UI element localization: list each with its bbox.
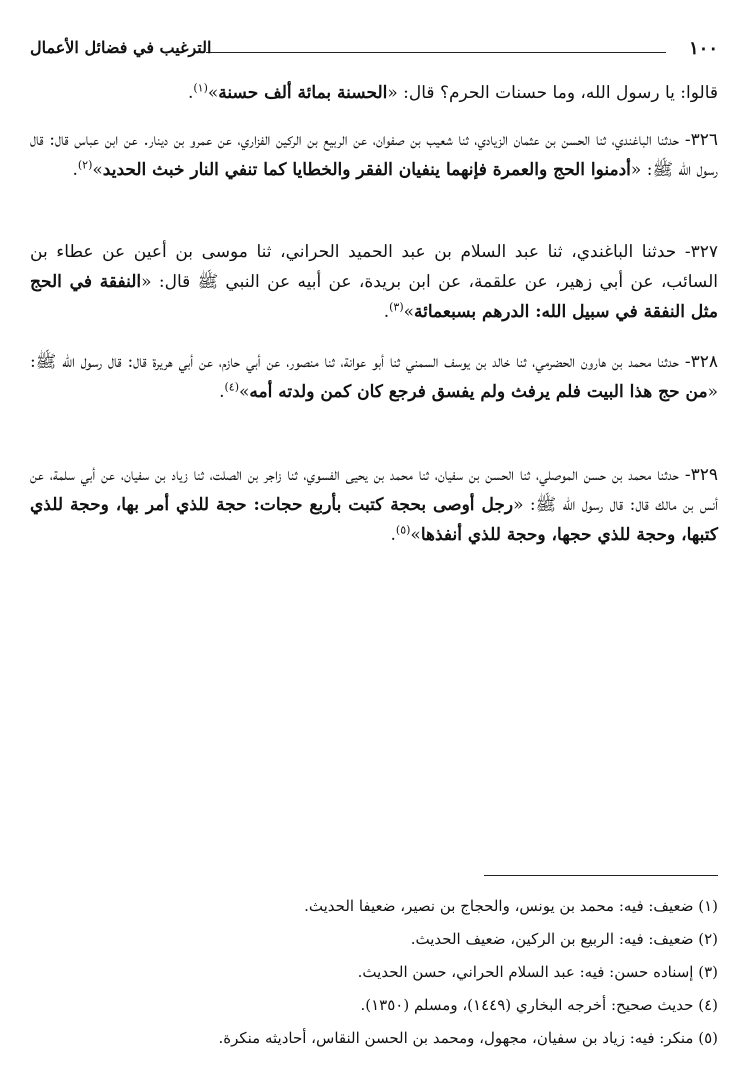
- quote-close: »: [403, 302, 415, 322]
- hadith-326: [30, 125, 718, 185]
- page-number: ١٠٠: [688, 38, 718, 59]
- header-rule: [206, 52, 666, 53]
- hadith-number: ٣٢٨: [690, 352, 718, 372]
- full-stop: .: [383, 302, 390, 322]
- footnote-separator: [484, 875, 718, 876]
- hadith-text: من حج هذا البيت فلم يرفث ولم يفسق فرجع كان كمن ولدته أمه: [249, 382, 708, 402]
- hadith-text: رجل أوصى بحجة كتبت بأربع حجات: حجة للذي أمر بها، وحجة للذي كتبها، وحجة للذي حجها، وحجة للذي أنفذها: [30, 495, 718, 545]
- full-stop: .: [219, 382, 225, 402]
- hadith-text: الحسنة بمائة ألف حسنة: [218, 83, 388, 103]
- footnote-ref: (٤): [224, 380, 239, 394]
- footnote-1: (١) ضعيف: فيه: محمد بن يونس، والحجاج بن نصير، ضعيفا الحديث.: [304, 897, 718, 915]
- paragraph-text: [30, 125, 718, 185]
- narration-text: - حدثنا محمد بن حسن الموصلي، ثنا الحسن بن سفيان، ثنا محمد بن يحيى الفسوي، ثنا زاجر بن الصلت، ثنا زياد بن سفيان، عن أبي سلمة، عن أنس بن مالك قال: قال رسول الله ﷺ: «: [30, 465, 718, 515]
- paragraph-text: [30, 460, 718, 550]
- hadith-327: [30, 237, 718, 327]
- paragraph-text: [30, 237, 718, 327]
- quote-close: »: [410, 525, 421, 545]
- footnote-ref: (٥): [395, 523, 411, 537]
- narration-text: - حدثنا محمد بن هارون الحضرمي، ثنا خالد بن يوسف السمني ثنا أبو عوانة، ثنا منصور، عن أبي حازم، عن أبي هريرة قال: قال رسول الله ﷺ: «: [30, 352, 718, 402]
- footnote-4: (٤) حديث صحيح: أخرجه البخاري (١٤٤٩)، ومسلم (١٣٥٠).: [360, 996, 718, 1014]
- hadith-number: ٣٢٩: [690, 465, 718, 485]
- narration-text: - حدثنا الباغندي، ثنا الحسن بن عثمان الزيادي، ثنا شعيب بن صفوان، عن الربيع بن الركين الفزاري، عن عمرو بن دينار. عن ابن عباس قال: قال رسول الله ﷺ: «: [30, 130, 718, 180]
- footnote-ref: (١): [193, 81, 208, 95]
- hadith-328: [30, 347, 718, 407]
- running-title: الترغيب في فضائل الأعمال: [30, 38, 212, 57]
- page-header: [30, 38, 718, 64]
- quote-close: »: [239, 382, 250, 402]
- paragraph-text: [30, 347, 718, 407]
- hadith-text: النفقة في الحج مثل النفقة في سبيل الله: الدرهم بسبعمائة: [30, 272, 718, 322]
- quote-close: »: [207, 83, 219, 103]
- full-stop: .: [72, 160, 78, 180]
- hadith-number: ٣٢٦: [690, 130, 718, 150]
- footnote-ref: (٢): [77, 158, 93, 172]
- footnote-ref: (٣): [389, 300, 404, 314]
- paragraph-text: [30, 78, 718, 108]
- full-stop: .: [187, 83, 194, 103]
- hadith-text: أدمنوا الحج والعمرة فإنهما ينفيان الفقر والخطايا كما تنفي النار خبث الحديد: [102, 160, 631, 180]
- footnote-3: (٣) إسناده حسن: فيه: عبد السلام الحراني، حسن الحديث.: [357, 963, 718, 981]
- quote-close: »: [92, 160, 103, 180]
- narration-text: قالوا: يا رسول الله، وما حسنات الحرم؟ قال: «: [387, 83, 718, 103]
- hadith-329: [30, 460, 718, 550]
- footnotes: [30, 890, 718, 1055]
- footnote-5: (٥) منكر: فيه: زياد بن سفيان، مجهول، ومحمد بن الحسن النقاس، أحاديثه منكرة.: [218, 1029, 718, 1047]
- paragraph-intro: [30, 78, 718, 108]
- narration-text: - حدثنا الباغندي، ثنا عبد السلام بن عبد الحميد الحراني، ثنا موسى بن أعين عن عطاء بن السائب، عن أبي زهير، عن علقمة، عن ابن بريدة، عن أبيه عن النبي ﷺ قال: «: [30, 242, 718, 292]
- footnote-2: (٢) ضعيف: فيه: الربيع بن الركين، ضعيف الحديث.: [410, 930, 718, 948]
- full-stop: .: [390, 525, 396, 545]
- hadith-number: ٣٢٧: [690, 242, 718, 262]
